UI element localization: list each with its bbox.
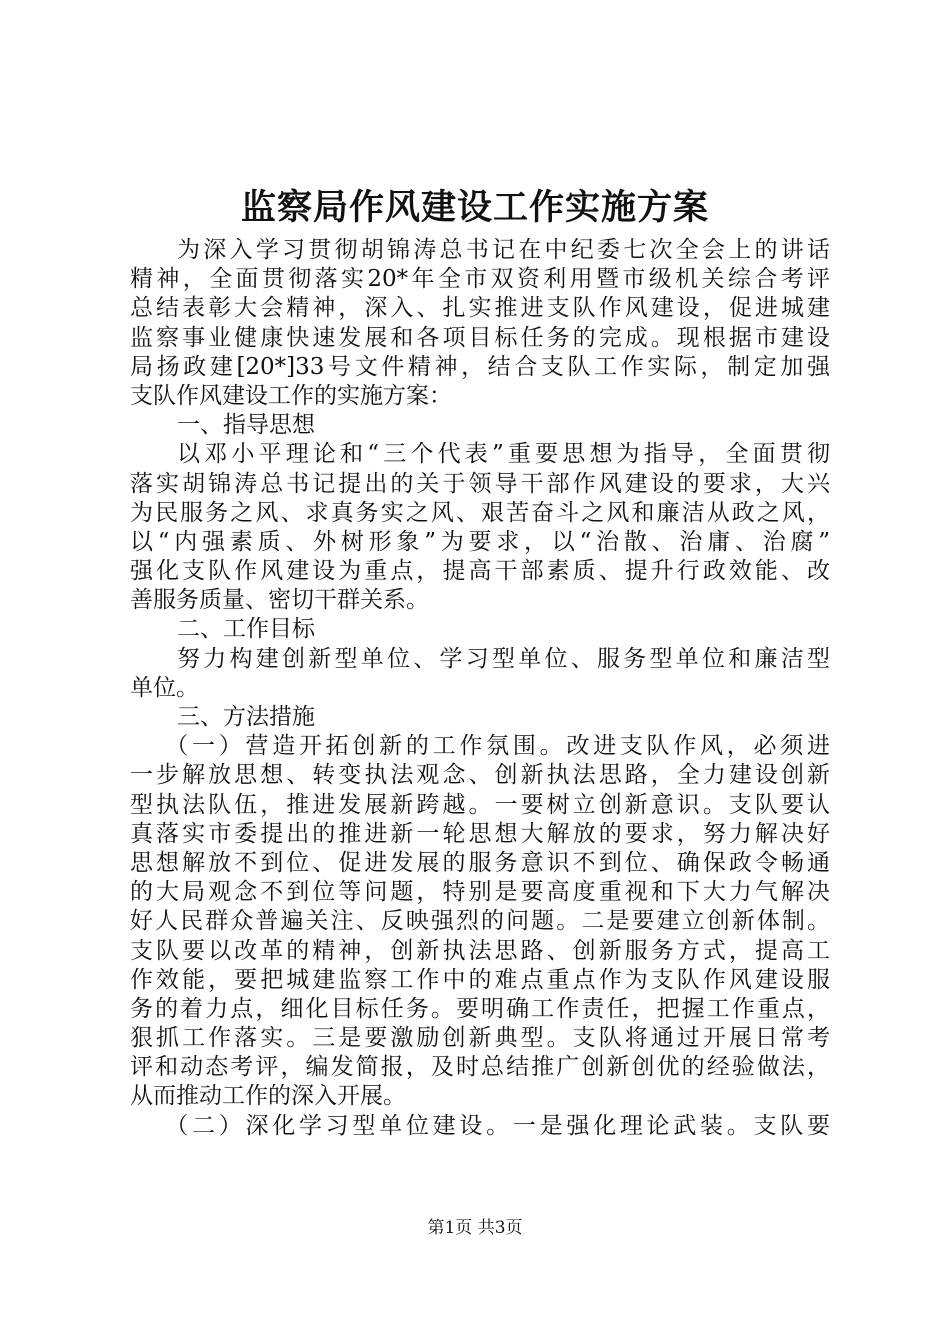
text-line: 真落实市委提出的推进新一轮思想大解放的要求，努力解决好 xyxy=(130,820,830,847)
text-line: 型执法队伍，推进发展新跨越。一要树立创新意识。支队要认 xyxy=(130,791,830,818)
text-line: 狠抓工作落实。三是要激励创新典型。支队将通过开展日常考 xyxy=(130,1025,830,1052)
text-line: 从而推动工作的深入开展。 xyxy=(130,1083,406,1110)
text-line: 好人民群众普遍关注、反映强烈的问题。二是要建立创新体制。 xyxy=(130,908,830,935)
text-line: 强化支队作风建设为重点，提高干部素质、提升行政效能、改 xyxy=(130,558,830,585)
text-line: 二、工作目标 xyxy=(177,616,315,643)
text-line: 务的着力点，细化目标任务。要明确工作责任，把握工作重点， xyxy=(130,995,830,1022)
text-line: 支队要以改革的精神，创新执法思路、创新服务方式，提高工 xyxy=(130,937,830,964)
text-line: 评和动态考评，编发简报，及时总结推广创新创优的经验做法， xyxy=(130,1054,830,1081)
text-line: 善服务质量、密切干群关系。 xyxy=(130,587,429,614)
text-line: 一、指导思想 xyxy=(177,412,315,439)
text-line: 单位。 xyxy=(130,674,199,701)
text-line: 努力构建创新型单位、学习型单位、服务型单位和廉洁型 xyxy=(177,645,830,672)
text-line: 局扬政建[20*]33号文件精神，结合支队工作实际，制定加强 xyxy=(130,353,830,380)
text-line: 以“内强素质、外树形象”为要求，以“治散、治庸、治腐” xyxy=(130,528,830,555)
text-line: 思想解放不到位、促进发展的服务意识不到位、确保政令畅通 xyxy=(130,849,830,876)
text-line: 以邓小平理论和“三个代表”重要思想为指导，全面贯彻 xyxy=(177,441,830,468)
text-line: 三、方法措施 xyxy=(177,704,315,730)
text-line: 的大局观念不到位等问题，特别是要高度重视和下大力气解决 xyxy=(130,879,830,906)
page-footer: 第1页 共3页 xyxy=(427,1218,523,1238)
text-line: 支队作风建设工作的实施方案： xyxy=(130,382,452,409)
text-line: 落实胡锦涛总书记提出的关于领导干部作风建设的要求，大兴 xyxy=(130,470,830,497)
text-line: 为深入学习贯彻胡锦涛总书记在中纪委七次全会上的讲话 xyxy=(177,237,830,263)
text-line: （一）营造开拓创新的工作氛围。改进支队作风，必须进 xyxy=(165,733,830,760)
text-line: 监察事业健康快速发展和各项目标任务的完成。现根据市建设 xyxy=(130,324,830,351)
text-line: 为民服务之风、求真务实之风、艰苦奋斗之风和廉洁从政之风， xyxy=(130,499,830,526)
text-line: 总结表彰大会精神，深入、扎实推进支队作风建设，促进城建 xyxy=(130,295,830,322)
text-line: 作效能，要把城建监察工作中的难点重点作为支队作风建设服 xyxy=(130,966,830,993)
document-title: 监察局作风建设工作实施方案 xyxy=(240,187,709,228)
text-line: （二）深化学习型单位建设。一是强化理论武装。支队要 xyxy=(165,1112,830,1139)
document-body xyxy=(130,236,830,1141)
text-line: 精神，全面贯彻落实20*年全市双资利用暨市级机关综合考评 xyxy=(130,266,830,293)
text-line: 一步解放思想、转变执法观念、创新执法思路，全力建设创新 xyxy=(130,762,830,789)
